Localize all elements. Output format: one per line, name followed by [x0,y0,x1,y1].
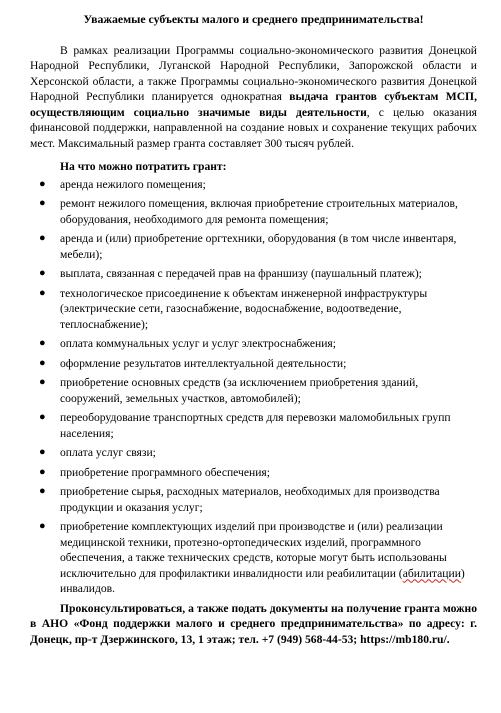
list-item: ● выплата, связанная с передачей прав на франшизу (паушальный платеж); [39,267,422,281]
list-item: ● оплата коммунальных услуг и услуг электроснабжения; [39,337,336,351]
bullet-icon: ● [39,446,46,459]
bullet-icon: ● [39,485,46,498]
spellcheck-underlined-word: абилитации [402,566,461,580]
list-item: ● аренда нежилого помещения; [39,177,206,191]
intro-paragraph [30,43,477,152]
contact-paragraph: Проконсультироваться, а также подать документы на получение гранта можно в АНО «Фонд поддержки малого и среднего предпринимательства» по адресу: г. Донецк, пр-т Дзержинского, 13, 1 этаж; тел. +7 (949) 568-44-53; https://mb180.ru/. [30,601,477,646]
bullet-icon: ● [39,356,46,369]
bullet-icon: ● [39,465,46,478]
bullet-icon: ● [39,267,46,280]
intro-text-part1: В рамках реализации Программы социально-экономического развития Донецкой Народной Республики, Луганской Народной Республики, Запорожской области и Херсонской области, а также Программы социально-экономического развития Донецкой Народной Республики планируется однократная [30,43,477,104]
list-item: ● приобретение комплектующих изделий при производстве и (или) реализации медицинской техники, протезно-ортопедических изделий, программного обеспечения, а также технических средств, которые могут быть использованы исключительно для профилактики инвалидности или реабилитации (абилитации) инвалидов. [39,520,465,596]
list-item: ● приобретение сырья, расходных материалов, необходимых для производства продукции и оказания услуг; [39,485,440,514]
list-item: ● ремонт нежилого помещения, включая приобретение строительных материалов, оборудования, необходимого для ремонта помещения; [39,197,458,226]
list-item: ● технологическое присоединение к объектам инженерной инфраструктуры (электрические сети, газоснабжение, водоснабжение, водоотведение, теплоснабжение); [39,286,428,331]
bullet-icon: ● [39,286,46,299]
list-item: ● оформление результатов интеллектуальной деятельности; [39,356,347,370]
list-item: ● переоборудование транспортных средств для перевозки маломобильных групп населения; [39,411,451,440]
bullet-icon: ● [39,520,46,532]
intro-text-bold: выдача грантов субъектам МСП, осуществляющим социально значимые виды деятельности [30,90,477,119]
bullet-icon: ● [39,376,46,389]
list-item: ● приобретение основных средств (за исключением приобретения зданий, сооружений, земельных участков, автомобилей); [39,376,419,405]
bullet-icon: ● [39,411,46,424]
bullet-icon: ● [39,337,46,350]
grant-uses-list [30,177,477,597]
list-item: ● приобретение программного обеспечения; [39,465,270,479]
bullet-icon: ● [39,177,46,190]
bullet-icon: ● [39,197,46,210]
bullet-icon: ● [39,232,46,245]
grant-uses-heading: На что можно потратить грант: [60,160,227,174]
list-item: ● оплата услуг связи; [39,446,156,460]
list-item: ● аренда и (или) приобретение оргтехники, оборудования (в том числе инвентаря, мебели); [39,232,457,261]
document-title: Уважаемые субъекты малого и среднего предпринимательства! [83,12,424,26]
intro-text-part2: , с целью оказания финансовой поддержки, направленной на создание новых и сохранение текущих рабочих мест. Максимальный размер гранта составляет 300 тысяч рублей. [30,105,477,150]
